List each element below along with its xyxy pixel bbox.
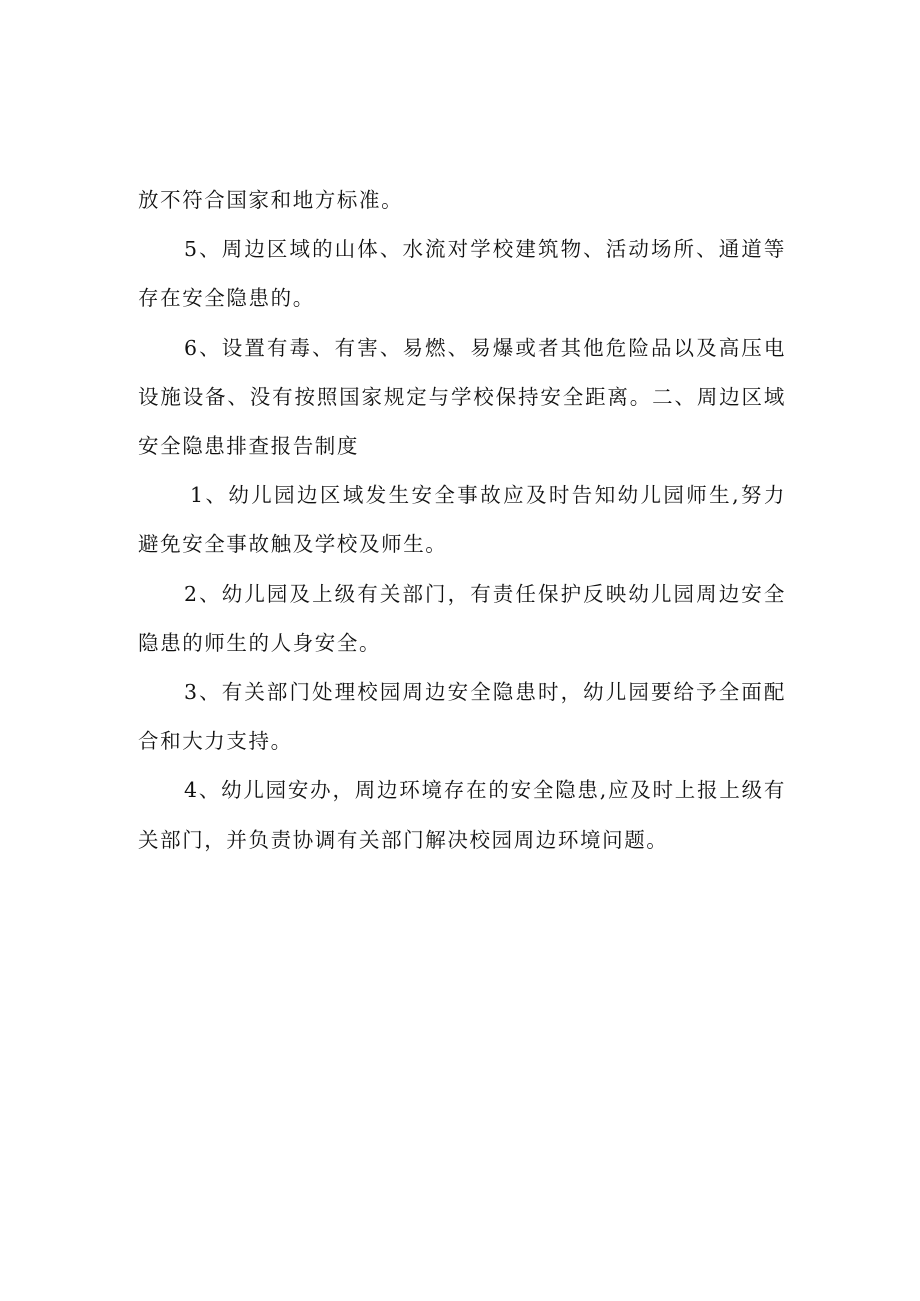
paragraph-report-item-4: 4、幼儿园安办，周边环境存在的安全隐患,应及时上报上级有关部门，并负责协调有关部门解决校园周边环境问题。: [138, 778, 786, 852]
paragraph-item-5: 5、周边区域的山体、水流对学校建筑物、活动场所、通道等存在安全隐患的。: [138, 237, 786, 311]
paragraph-continued-standard: 放不符合国家和地方标准。: [138, 188, 404, 212]
paragraph-report-item-3: 3、有关部门处理校园周边安全隐患时，幼儿园要给予全面配合和大力支持。: [138, 680, 786, 754]
paragraph-item-6: 6、设置有毒、有害、易燃、易爆或者其他危险品以及高压电设施设备、没有按照国家规定与学校保持安全距离。二、周边区域安全隐患排查报告制度: [138, 335, 786, 459]
paragraph-report-item-2: 2、幼儿园及上级有关部门，有责任保护反映幼儿园周边安全隐患的师生的人身安全。: [138, 581, 786, 655]
paragraph-report-item-1: 1、幼儿园边区域发生安全事故应及时告知幼儿园师生,努力避免安全事故触及学校及师生。: [138, 483, 786, 557]
document-body: [138, 176, 786, 865]
